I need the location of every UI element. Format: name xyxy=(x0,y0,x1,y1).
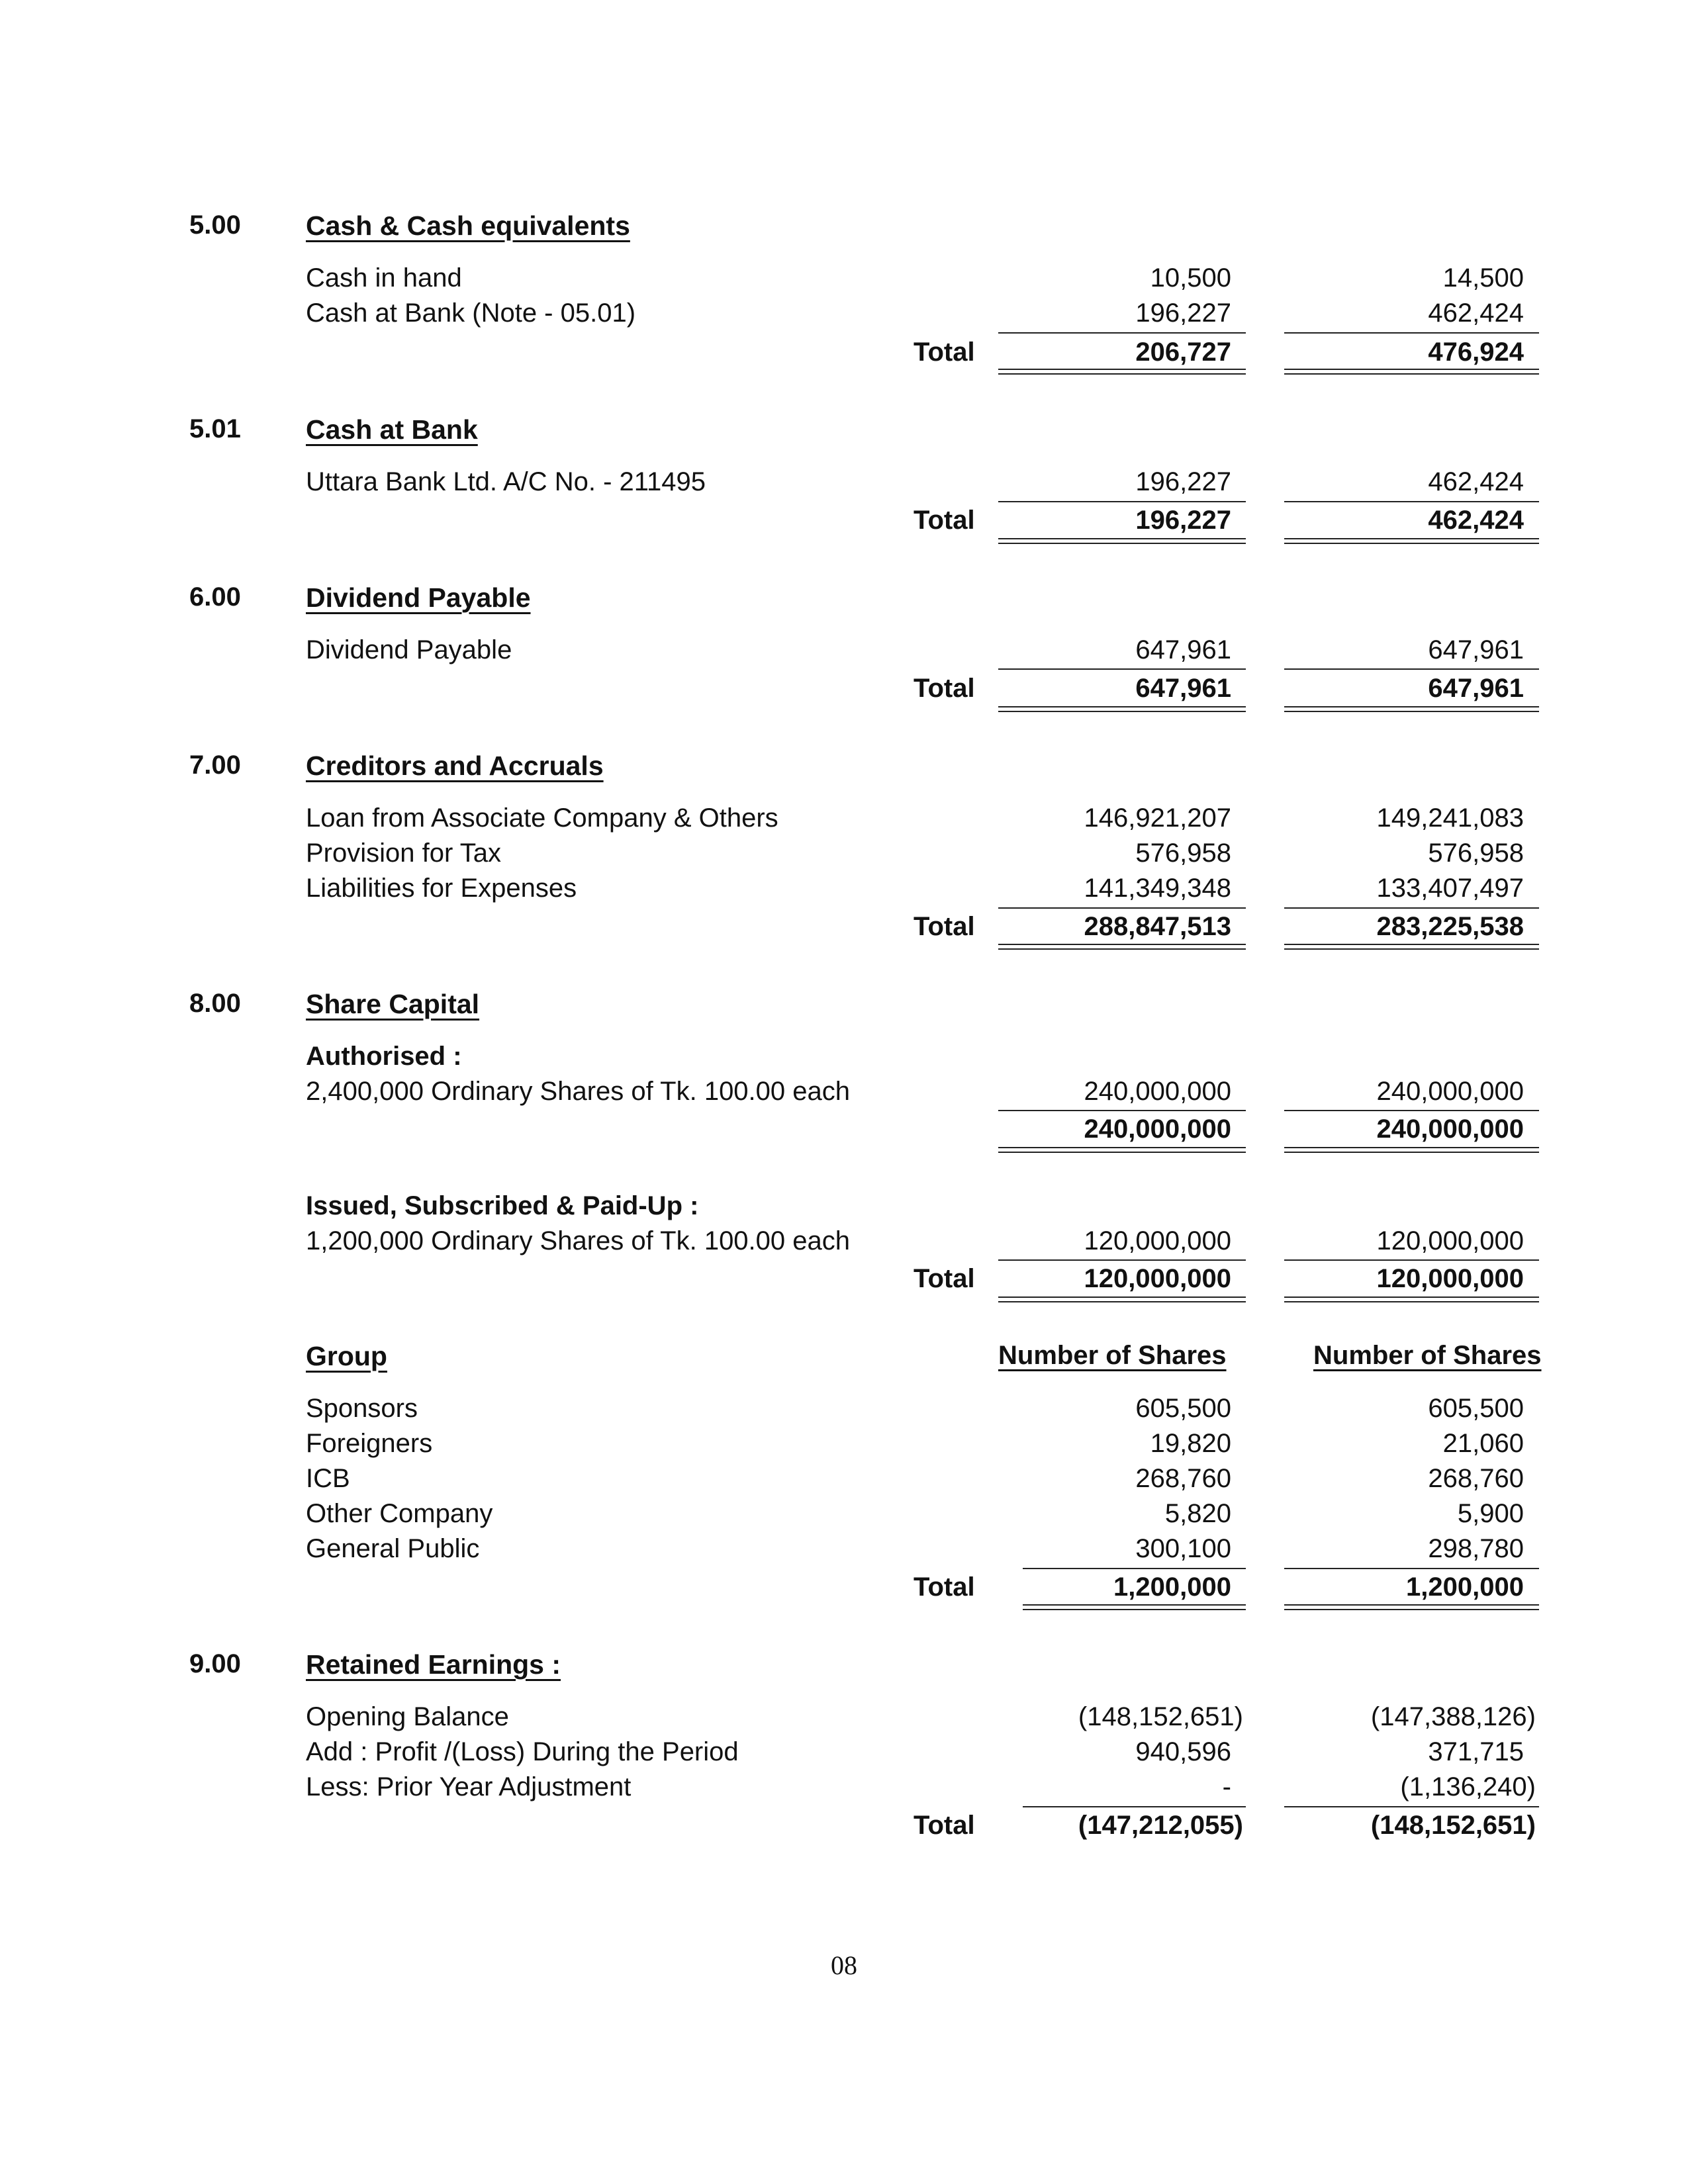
group-heading: Group xyxy=(306,1341,387,1371)
subtotal-rule xyxy=(1284,1259,1539,1261)
page-number: 08 xyxy=(831,1950,857,1980)
column-heading-previous: Number of Shares xyxy=(1313,1341,1542,1370)
row-value-previous: 647,961 xyxy=(1428,635,1524,664)
double-underline xyxy=(1284,538,1539,544)
row-label: Sponsors xyxy=(306,1394,418,1423)
subtotal-rule xyxy=(1284,668,1539,670)
subtotal-rule xyxy=(1284,332,1539,334)
double-underline xyxy=(1284,1147,1539,1153)
total-value-previous: 476,924 xyxy=(1428,338,1524,367)
row-label: Add : Profit /(Loss) During the Period xyxy=(306,1737,739,1766)
note-number: 8.00 xyxy=(189,989,241,1018)
row-value-previous: 298,780 xyxy=(1428,1534,1524,1563)
total-value-previous: (148,152,651) xyxy=(1370,1811,1536,1840)
row-value-current: 146,921,207 xyxy=(1084,803,1231,833)
double-underline xyxy=(998,369,1246,375)
total-label: Total xyxy=(914,912,975,941)
row-value-previous: 576,958 xyxy=(1428,839,1524,868)
row-value-current: 240,000,000 xyxy=(1084,1077,1231,1106)
row-value-current: 300,100 xyxy=(1135,1534,1231,1563)
total-value-current: 196,227 xyxy=(1135,506,1231,535)
double-underline xyxy=(998,706,1246,712)
row-value-current: (148,152,651) xyxy=(1078,1702,1243,1731)
note-number: 5.00 xyxy=(189,210,241,240)
row-value-current: 576,958 xyxy=(1135,839,1231,868)
row-value-previous: 371,715 xyxy=(1428,1737,1524,1766)
row-value-previous: 21,060 xyxy=(1442,1429,1524,1458)
subtotal-rule xyxy=(998,501,1246,502)
total-value-previous: 647,961 xyxy=(1428,674,1524,703)
row-label: General Public xyxy=(306,1534,480,1563)
double-underline xyxy=(1284,369,1539,375)
row-label: Cash at Bank (Note - 05.01) xyxy=(306,298,636,328)
double-underline xyxy=(998,538,1246,544)
total-value-current: 1,200,000 xyxy=(1113,1572,1231,1602)
row-value-previous: 268,760 xyxy=(1428,1464,1524,1493)
note-title: Share Capital xyxy=(306,989,480,1019)
row-value-previous: 240,000,000 xyxy=(1376,1077,1524,1106)
row-label: Provision for Tax xyxy=(306,839,501,868)
row-value-previous: (147,388,126) xyxy=(1370,1702,1536,1731)
row-label: Opening Balance xyxy=(306,1702,509,1731)
total-value-previous: 1,200,000 xyxy=(1406,1572,1524,1602)
note-title: Creditors and Accruals xyxy=(306,751,604,781)
subtotal-rule xyxy=(998,907,1246,909)
note-title: Cash & Cash equivalents xyxy=(306,210,630,241)
row-label: 2,400,000 Ordinary Shares of Tk. 100.00 each xyxy=(306,1077,851,1106)
row-value-previous: 149,241,083 xyxy=(1376,803,1524,833)
total-value-current: 288,847,513 xyxy=(1084,912,1231,941)
total-value-current: (147,212,055) xyxy=(1078,1811,1243,1840)
total-label: Total xyxy=(914,674,975,703)
row-value-previous: 5,900 xyxy=(1457,1499,1524,1528)
total-value-previous: 240,000,000 xyxy=(1376,1115,1524,1144)
row-value-current: 940,596 xyxy=(1135,1737,1231,1766)
issued-heading: Issued, Subscribed & Paid-Up : xyxy=(306,1191,699,1220)
note-number: 5.01 xyxy=(189,414,241,443)
row-value-previous: 133,407,497 xyxy=(1376,874,1524,903)
row-label: Dividend Payable xyxy=(306,635,512,664)
subtotal-rule xyxy=(1023,1568,1246,1569)
double-underline xyxy=(998,944,1246,950)
total-value-previous: 462,424 xyxy=(1428,506,1524,535)
row-value-previous: 120,000,000 xyxy=(1376,1226,1524,1255)
note-title: Retained Earnings : xyxy=(306,1649,561,1680)
subtotal-rule xyxy=(1284,1110,1539,1111)
note-number: 9.00 xyxy=(189,1649,241,1678)
row-value-current: 120,000,000 xyxy=(1084,1226,1231,1255)
double-underline xyxy=(1023,1604,1246,1610)
total-label: Total xyxy=(914,506,975,535)
row-value-current: 196,227 xyxy=(1135,298,1231,328)
note-title: Cash at Bank xyxy=(306,414,478,445)
row-value-current: 605,500 xyxy=(1135,1394,1231,1423)
authorised-heading: Authorised : xyxy=(306,1042,462,1071)
double-underline xyxy=(1284,1604,1539,1610)
subtotal-rule xyxy=(998,1110,1246,1111)
row-value-current: 196,227 xyxy=(1135,467,1231,496)
row-value-current: - xyxy=(1222,1772,1231,1801)
double-underline xyxy=(998,1147,1246,1153)
row-label: Foreigners xyxy=(306,1429,433,1458)
total-label: Total xyxy=(914,1811,975,1840)
subtotal-rule xyxy=(998,668,1246,670)
row-value-current: 5,820 xyxy=(1164,1499,1231,1528)
subtotal-rule xyxy=(1284,907,1539,909)
subtotal-rule xyxy=(1284,1568,1539,1569)
double-underline xyxy=(1284,706,1539,712)
row-value-current: 10,500 xyxy=(1150,263,1231,293)
double-underline xyxy=(1284,1297,1539,1302)
subtotal-rule xyxy=(1284,501,1539,502)
subtotal-rule xyxy=(1284,1806,1539,1807)
note-title: Dividend Payable xyxy=(306,582,531,613)
row-value-previous: 462,424 xyxy=(1428,298,1524,328)
column-heading-current: Number of Shares xyxy=(998,1341,1227,1370)
total-value-current: 647,961 xyxy=(1135,674,1231,703)
row-value-current: 268,760 xyxy=(1135,1464,1231,1493)
row-value-current: 647,961 xyxy=(1135,635,1231,664)
double-underline xyxy=(998,1297,1246,1302)
subtotal-rule xyxy=(998,332,1246,334)
subtotal-rule xyxy=(1023,1806,1246,1807)
note-number: 6.00 xyxy=(189,582,241,612)
row-label: Loan from Associate Company & Others xyxy=(306,803,778,833)
row-label: Cash in hand xyxy=(306,263,462,293)
row-value-previous: 605,500 xyxy=(1428,1394,1524,1423)
row-label: 1,200,000 Ordinary Shares of Tk. 100.00 each xyxy=(306,1226,851,1255)
total-value-previous: 283,225,538 xyxy=(1376,912,1524,941)
row-label: Uttara Bank Ltd. A/C No. - 211495 xyxy=(306,467,706,496)
row-value-current: 19,820 xyxy=(1150,1429,1231,1458)
total-label: Total xyxy=(914,338,975,367)
row-label: ICB xyxy=(306,1464,350,1493)
row-label: Other Company xyxy=(306,1499,493,1528)
note-number: 7.00 xyxy=(189,751,241,780)
double-underline xyxy=(1284,944,1539,950)
total-value-current: 206,727 xyxy=(1135,338,1231,367)
row-label: Less: Prior Year Adjustment xyxy=(306,1772,632,1801)
total-value-current: 240,000,000 xyxy=(1084,1115,1231,1144)
row-label: Liabilities for Expenses xyxy=(306,874,577,903)
row-value-previous: 462,424 xyxy=(1428,467,1524,496)
row-value-current: 141,349,348 xyxy=(1084,874,1231,903)
row-value-previous: (1,136,240) xyxy=(1400,1772,1536,1801)
row-value-previous: 14,500 xyxy=(1442,263,1524,293)
total-label: Total xyxy=(914,1572,975,1602)
total-label: Total xyxy=(914,1264,975,1293)
subtotal-rule xyxy=(998,1259,1246,1261)
total-value-previous: 120,000,000 xyxy=(1376,1264,1524,1293)
total-value-current: 120,000,000 xyxy=(1084,1264,1231,1293)
